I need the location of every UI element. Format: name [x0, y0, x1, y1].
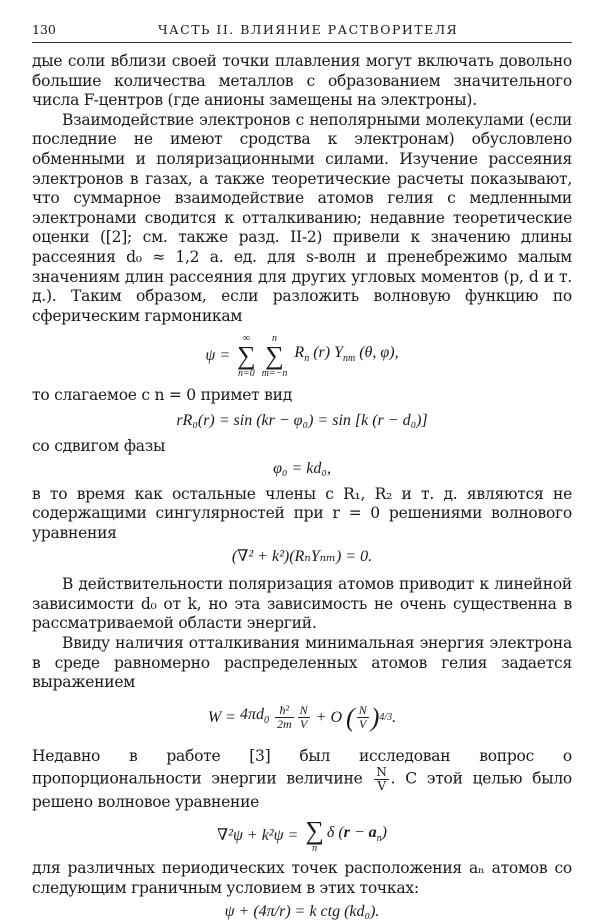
equation-4: (∇² + k²)(RₙYₙₘ) = 0.: [231, 548, 373, 566]
paragraph-6: В действительности поляризация атомов приводит к линейной зависимости d₀ от k, но эта зависимость не очень существенна в рассматриваемой области энергий.: [32, 575, 572, 633]
page-number: 130: [32, 22, 56, 37]
fraction-hbar: $\frac{\text{ħ²}}{2m}$: [276, 703, 292, 732]
paragraph-8: Недавно в работе [3] был исследован вопрос о пропорциональности энергии величине $\frac{N}{V}$ . С этой целью было решено волновое уравнение: [32, 746, 572, 812]
book-page: [32, 20, 572, 922]
equation-5: W = $4\pi d_0$ $\frac{\text{ħ²}}{2m}$ $\frac{N}{V}$ + O ( $\frac{N}{V}$ ) 4/3 .: [207, 702, 397, 732]
paragraph-7: Ввиду наличия отталкивания минимальная энергия электрона в среде равномерно распределенных атомов гелия задается выражением: [32, 634, 572, 692]
running-title: ЧАСТЬ II. ВЛИЯНИЕ РАСТВОРИТЕЛЯ: [158, 22, 459, 37]
paragraph-9: для различных периодических точек расположения aₙ атомов со следующим граничным условием в этих точках:: [32, 859, 572, 897]
equation-6: ∇²ψ + k²ψ = ∑ n δ $(r - a_n)$: [216, 815, 387, 854]
equation-7: ψ + (4π/r) = k ctg (kd₀).: [224, 903, 380, 921]
equation-3: φ₀ = kd₀,: [273, 459, 331, 477]
running-header: [32, 20, 572, 43]
sum-m: n ∑ m=−n: [261, 333, 288, 380]
paragraph-5: в то время как остальные члены с R₁, R₂ и т. д. являются не содержащими сингулярностей при r = 0 решениями волнового уравнения: [32, 484, 572, 542]
sum-n: ∞ ∑ n=0: [237, 333, 256, 380]
sum-lattice: ∑ n: [305, 815, 324, 854]
paragraph-4: со сдвигом фазы: [32, 436, 166, 455]
fraction-nv-inline: $\frac{N}{V}$: [376, 765, 387, 794]
fraction-nv: $\frac{N}{V}$: [299, 703, 308, 732]
paragraph-3: то слагаемое с n = 0 примет вид: [32, 386, 293, 405]
equation-1: ψ = ∞ ∑ n=0 n ∑ m=−n $R_n$ (r) $Y_{nm}$ (θ, φ),: [205, 333, 399, 380]
paragraph-2: Взаимодействие электронов с неполярными молекулами (если последние не имеют сродства к электронам) обусловлено обменными и поляризационными силами. Изучение рассеяния электронов в газах, а также теоретические расчеты показывают, что суммарное взаимодействие атомов гелия с медленными электронами сводится к отталкиванию; недавние теоретические оценки ([2]; см. также разд. II-2) привели к значению длины рассеяния d₀ ≈ 1,2 а. ед. для s-волн и пренебрежимо малым значениям длин рассеяния для других угловых моментов (p, d и т. д.). Таким образом, если разложить волновую функцию по сферическим гармоникам: [32, 110, 572, 325]
fraction-nv-2: $\frac{N}{V}$: [358, 703, 367, 732]
equation-2: rR₀(r) = sin (kr − φ₀) = sin [k (r − d₀)]: [176, 411, 428, 429]
paragraph-1: дые соли вблизи своей точки плавления могут включать довольно большие количества металлов с образованием значительного числа F-центров (где анионы замещены на электроны).: [32, 52, 572, 110]
